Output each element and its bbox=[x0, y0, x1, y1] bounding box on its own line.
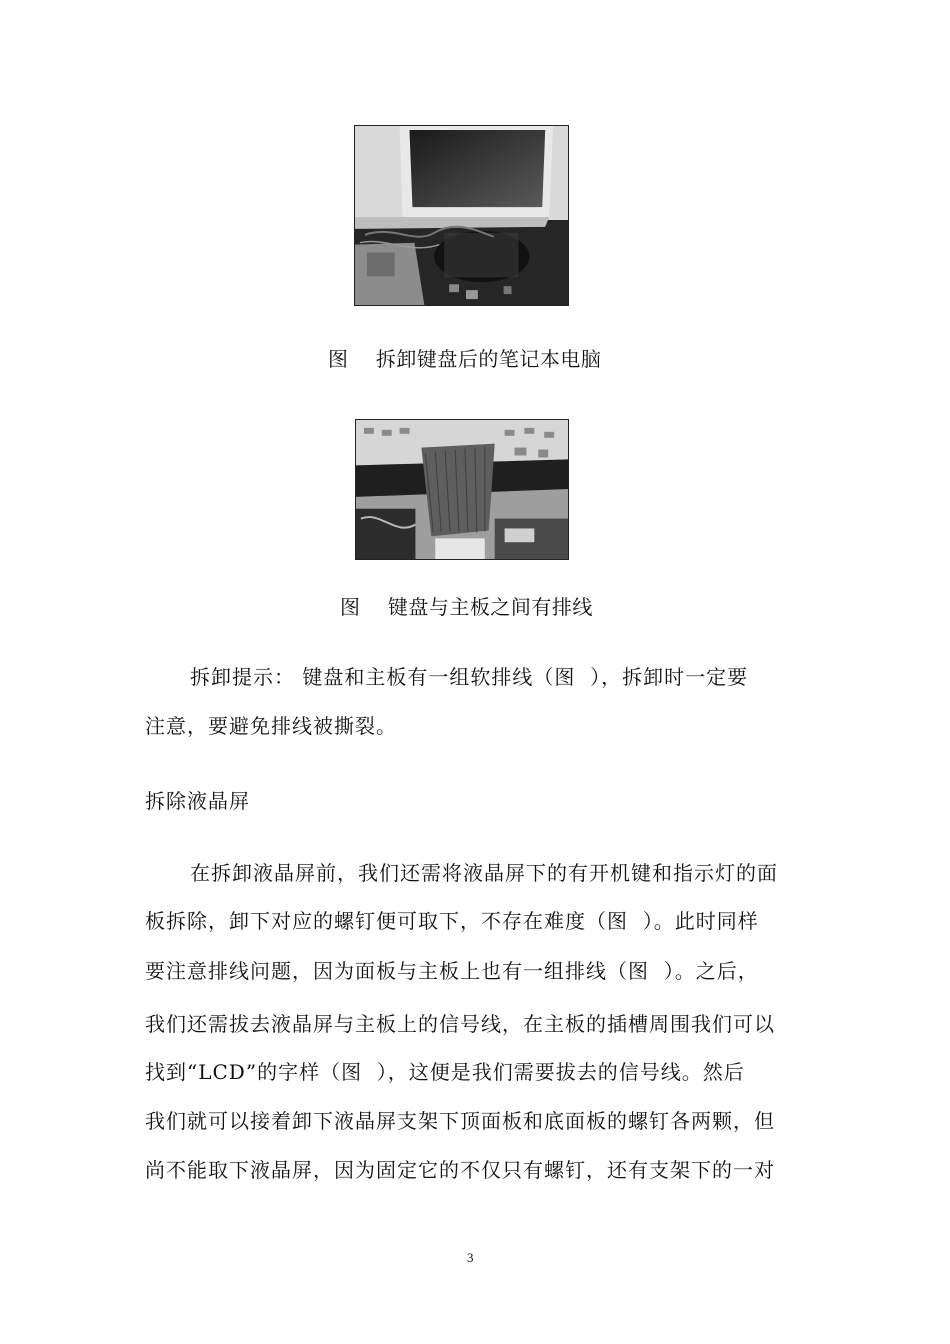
paragraph-line: 要注意排线问题，因为面板与主板上也有一组排线（图 ）。之后， bbox=[145, 959, 759, 983]
paragraph-line: 板拆除，卸下对应的螺钉便可取下，不存在难度（图 ）。此时同样 bbox=[145, 909, 759, 933]
paragraph-line: 在拆卸液晶屏前，我们还需将液晶屏下的有开机键和指示灯的面 bbox=[190, 861, 778, 885]
paragraph-line: 注意，要避免排线被撕裂。 bbox=[145, 714, 397, 738]
paragraph-line: 我们还需拔去液晶屏与主板上的信号线，在主板的插槽周围我们可以 bbox=[145, 1012, 775, 1036]
paragraph-line: 找到“LCD”的字样（图 ），这便是我们需要拔去的信号线。然后 bbox=[145, 1060, 745, 1084]
figure-caption: 图 键盘与主板之间有排线 bbox=[340, 595, 593, 619]
section-heading: 拆除液晶屏 bbox=[145, 789, 250, 813]
paragraph-line: 我们就可以接着卸下液晶屏支架下顶面板和底面板的螺钉各两颗，但 bbox=[145, 1109, 775, 1133]
figure-laptop-keyboard-removed bbox=[354, 125, 569, 306]
page-number: 3 bbox=[467, 1250, 474, 1265]
paragraph-line: 拆卸提示： 键盘和主板有一组软排线（图 ），拆卸时一定要 bbox=[190, 665, 749, 689]
paragraph-line: 尚不能取下液晶屏，因为固定它的不仅只有螺钉，还有支架下的一对 bbox=[145, 1158, 775, 1182]
figure-keyboard-ribbon-cable bbox=[355, 419, 569, 560]
figure-caption: 图 拆卸键盘后的笔记本电脑 bbox=[328, 347, 602, 371]
